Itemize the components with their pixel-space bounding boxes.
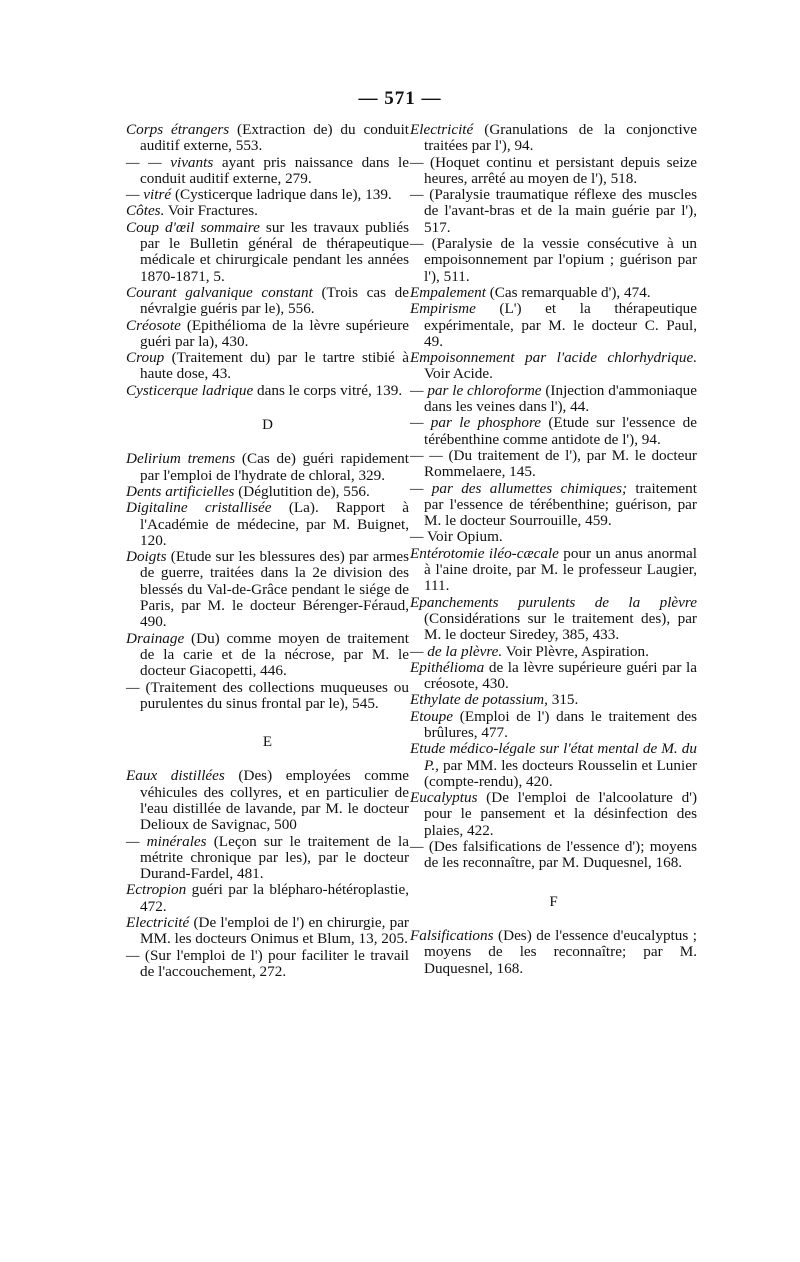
index-description: (Du traitement de l'), par M. le docteur Rommelaere, 145. <box>424 446 697 481</box>
index-term: Croup <box>126 349 165 367</box>
index-description: (Trois cas de névralgie guéris par le), 556. <box>140 283 409 318</box>
index-term: — par le chloroforme <box>410 381 542 399</box>
index-term: — <box>410 186 424 204</box>
index-term: — <box>410 528 424 546</box>
index-entry <box>410 122 697 155</box>
index-description: (Cas remarquable d'), 474. <box>485 283 651 301</box>
index-term: — minérales <box>126 832 207 850</box>
index-term: — — vivants <box>126 153 214 171</box>
index-entry <box>410 481 697 530</box>
index-term: Etoupe <box>410 707 454 725</box>
index-entry <box>126 834 409 883</box>
index-term: Empoisonnement par l'acide chlorhydrique. <box>410 349 697 367</box>
index-term: Epithélioma <box>410 658 485 676</box>
index-term: Cysticerque ladrique <box>126 381 254 399</box>
index-description: 315. <box>547 691 579 709</box>
index-term: Electricité <box>126 914 190 932</box>
index-column-left <box>126 122 409 980</box>
index-entry <box>410 301 697 350</box>
index-term: Côtes. <box>126 202 165 220</box>
index-entry <box>410 415 697 448</box>
index-entry <box>410 790 697 839</box>
index-entry <box>126 187 409 203</box>
index-entry <box>410 236 697 285</box>
index-entry <box>126 549 409 630</box>
index-term: — vitré <box>126 186 172 204</box>
index-entry <box>410 285 697 301</box>
index-description: ayant pris naissance dans le conduit auditif externe, 279. <box>140 153 409 187</box>
index-term: — <box>410 153 424 171</box>
index-description: (Considérations sur le traitement des), par M. le docteur Siredey, 385, 433. <box>424 609 697 644</box>
index-description: (Des) employées comme véhicules des collyres, et en particulier de l'eau distillée de lavande, par M. le docteur Delioux de Savignac, 500 <box>140 767 410 834</box>
index-entry <box>126 680 409 713</box>
index-description: sur les travaux publiés par le Bulletin général de thérapeutique médicale et chirurgicale pendant les années 1870-1871, 5. <box>140 218 409 285</box>
index-entry <box>126 484 409 500</box>
index-entry <box>410 741 697 790</box>
index-entry <box>126 220 409 285</box>
index-description: (De l'emploi de l'alcoolature d') pour le pansement et la désinfection des plaies, 422. <box>424 789 697 839</box>
index-entry <box>126 318 409 351</box>
index-entry <box>410 383 697 416</box>
index-entry <box>410 839 697 872</box>
index-term: Courant galvanique constant <box>126 283 313 301</box>
page-number: — 571 — <box>358 88 442 109</box>
index-description: (Du) comme moyen de traitement de la carie et de la nécrose, par M. le docteur Giacopetti, 446. <box>140 629 409 680</box>
index-description: (De l'emploi de l') en chirurgie, par MM. les docteurs Onimus et Blum, 13, 205. <box>140 914 409 948</box>
index-description: (Cysticerque ladrique dans le), 139. <box>171 186 392 204</box>
index-description: dans le corps vitré, 139. <box>253 381 403 399</box>
index-description: (Traitement des collections muqueuses ou purulentes du sinus frontal par le), 545. <box>139 678 409 712</box>
index-entry <box>410 448 697 481</box>
index-description: (Des falsifications de l'essence d'); moyens de les reconnaître, par M. Duquesnel, 168. <box>423 838 697 872</box>
index-term: Electricité <box>410 121 474 138</box>
index-description: (Extraction de) du conduit auditif externe, 553. <box>140 121 410 155</box>
index-description: (Emploi de l') dans le traitement des brûlures, 477. <box>424 707 697 741</box>
index-entry <box>126 631 409 680</box>
index-entry <box>410 709 697 742</box>
index-term: Falsifications <box>410 926 494 944</box>
section-letter: D <box>262 417 273 434</box>
index-term: Ethylate de potassium, <box>410 691 548 709</box>
index-entry <box>410 529 697 545</box>
index-entry <box>126 882 409 915</box>
index-term: Empirisme <box>410 300 476 318</box>
index-term: — — <box>410 446 443 464</box>
index-column-right <box>410 122 697 977</box>
index-entry <box>126 451 409 484</box>
index-entry <box>126 768 409 833</box>
index-term: Empalement <box>410 283 486 301</box>
index-description: (La). Rapport à l'Académie de médecine, par M. Buignet, 120. <box>140 499 409 549</box>
index-term: Ectropion <box>126 881 187 899</box>
index-entry <box>410 644 697 660</box>
index-term: Doigts <box>126 548 167 566</box>
index-term: — <box>126 678 140 696</box>
index-entry <box>126 915 409 948</box>
index-description: (Déglutition de), 556. <box>234 482 370 500</box>
index-description: Voir Plèvre, Aspiration. <box>502 642 649 660</box>
index-term: Epanchements purulents de la plèvre <box>410 593 697 611</box>
index-description: (Sur l'emploi de l') pour faciliter le travail de l'accouchement, 272. <box>139 946 409 980</box>
index-description: Voir Fractures. <box>164 202 258 220</box>
index-term: Drainage <box>126 629 185 647</box>
index-description: (Paralysie traumatique réflexe des muscles de l'avant-bras et de la main guérie par l'), 517. <box>423 186 697 236</box>
index-entry <box>410 187 697 236</box>
index-description: (Paralysie de la vessie consécutive à un empoisonnement par l'opium ; guérison par l'), 511. <box>423 235 697 285</box>
index-term: Coup d'œil sommaire <box>126 218 260 236</box>
index-description: pour un anus anormal à l'aine droite, par M. le professeur Laugier, 111. <box>424 544 698 595</box>
index-entry <box>126 155 409 188</box>
index-entry <box>410 928 697 977</box>
index-term: — de la plèvre. <box>410 642 503 660</box>
index-description: (Hoquet continu et persistant depuis seize heures, arrêté au moyen de l'), 518. <box>423 153 697 187</box>
index-entry <box>410 350 697 383</box>
index-entry <box>410 155 697 188</box>
index-term: Eucalyptus <box>410 789 478 807</box>
index-term: Eaux distillées <box>126 767 225 785</box>
index-term: Entérotomie iléo-cæcale <box>410 544 559 562</box>
index-entry <box>126 203 409 219</box>
index-description: (Des) de l'essence d'eucalyptus ; moyens de les reconnaître; par M. Duquesnel, 168. <box>424 926 697 977</box>
index-entry <box>126 948 409 981</box>
index-term: — <box>410 235 424 253</box>
index-description: Voir Acide. <box>424 365 493 383</box>
index-term: — par le phosphore <box>410 414 542 432</box>
index-term: Digitaline cristallisée <box>126 499 272 517</box>
index-description: (Traitement du) par le tartre stibié à haute dose, 43. <box>140 349 409 383</box>
index-term: — par des allumettes chimiques; <box>410 479 628 497</box>
index-entry <box>126 350 409 383</box>
index-term: Corps étrangers <box>126 121 230 138</box>
index-description: Voir Opium. <box>423 528 503 546</box>
index-term: Etude médico-légale sur l'état mental de M. du P., <box>410 740 697 774</box>
index-description: traitement par l'essence de térébenthine; guérison, par M. le docteur Sourrouille, 459. <box>424 479 697 530</box>
index-term: — <box>126 946 140 964</box>
index-term: — <box>410 838 424 856</box>
index-entry <box>126 500 409 549</box>
index-term: Delirium tremens <box>126 450 236 468</box>
index-description: (Injection d'ammoniaque dans les veines dans l'), 44. <box>424 381 697 416</box>
index-description: guéri par la blépharo-hétéroplastie, 472. <box>140 881 409 915</box>
index-description: (Etude sur les blessures des) par armes de guerre, traitées dans la 2e division des blessés du Val-de-Grâce pendant le siége de Paris, par M. le docteur Bérenger-Féraud, 490. <box>140 548 409 631</box>
index-description: (Etude sur l'essence de térébenthine comme antidote de l'), 94. <box>424 414 697 448</box>
index-description: (Epithélioma de la lèvre supérieure guéri par la), 430. <box>140 316 409 350</box>
index-entry <box>410 595 697 644</box>
index-entry <box>126 383 409 399</box>
section-letter: F <box>549 893 558 910</box>
index-description: de la lèvre supérieure guéri par la créosote, 430. <box>424 658 697 693</box>
index-description: par MM. les docteurs Rousselin et Lunier (compte-rendu), 420. <box>424 756 697 790</box>
index-description: (Cas de) guéri rapidement par l'emploi de l'hydrate de chloral, 329. <box>140 450 409 484</box>
index-entry <box>126 122 409 155</box>
index-description: (Granulations de la conjonctive traitées par l'), 94. <box>424 121 697 155</box>
section-letter: E <box>262 734 273 751</box>
index-term: Dents artificielles <box>126 482 235 500</box>
index-entry <box>410 692 697 708</box>
index-entry <box>410 546 697 595</box>
index-description: (Leçon sur le traitement de la métrite chronique par les), par le docteur Durand-Fardel, 481. <box>140 832 409 883</box>
index-description: (L') et la thérapeutique expérimentale, par M. le docteur C. Paul, 49. <box>424 300 697 350</box>
index-entry <box>410 660 697 693</box>
index-term: Créosote <box>126 316 181 334</box>
index-entry <box>126 285 409 318</box>
